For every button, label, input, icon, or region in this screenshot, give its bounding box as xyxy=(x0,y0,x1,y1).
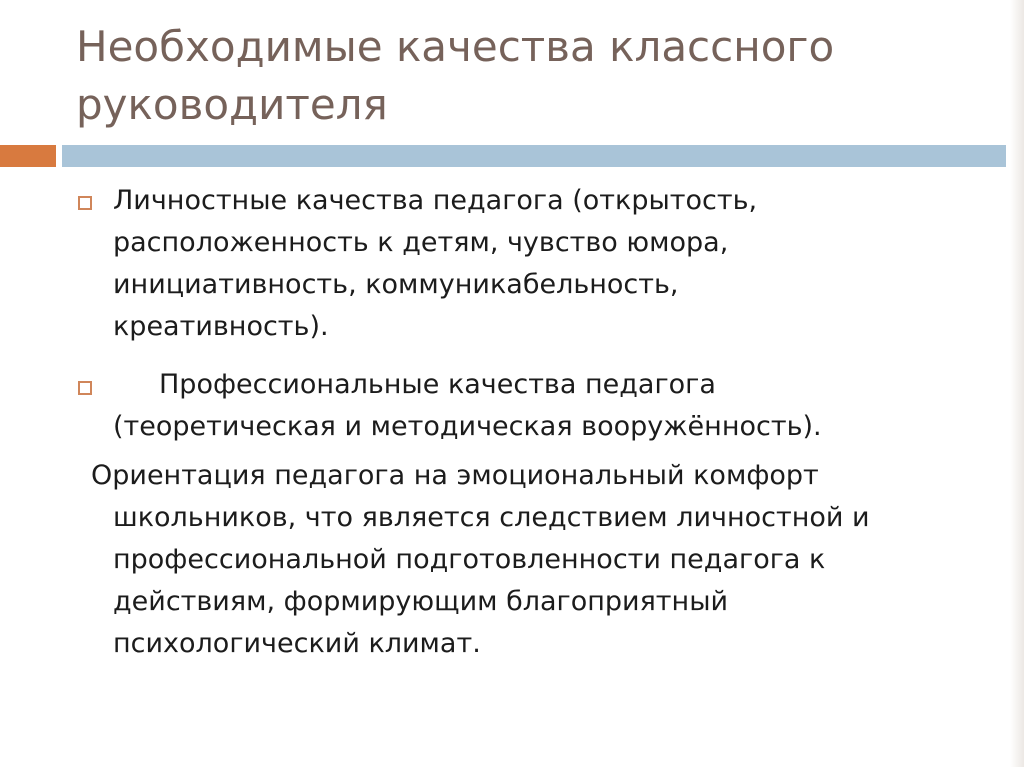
bullet-text-personal-qualities: Личностные качества педагога (открытость, расположенность к детям, чувство юмора, инициативность, коммуникабельность, креативность). xyxy=(113,185,758,342)
orientation-paragraph: Ориентация педагога на эмоциональный комфорт школьников, что является следствием личностной и профессиональной подготовленности педагога к действиям, формирующим благоприятный психологический климат. xyxy=(91,460,870,659)
bullet-text-professional-qualities: Профессиональные качества педагога (теоретическая и методическая вооружённость). xyxy=(113,369,822,442)
slide-title: Необходимые качества классного руководителя xyxy=(76,22,835,129)
square-bullet-icon xyxy=(78,196,92,210)
square-bullet-icon xyxy=(78,381,92,395)
